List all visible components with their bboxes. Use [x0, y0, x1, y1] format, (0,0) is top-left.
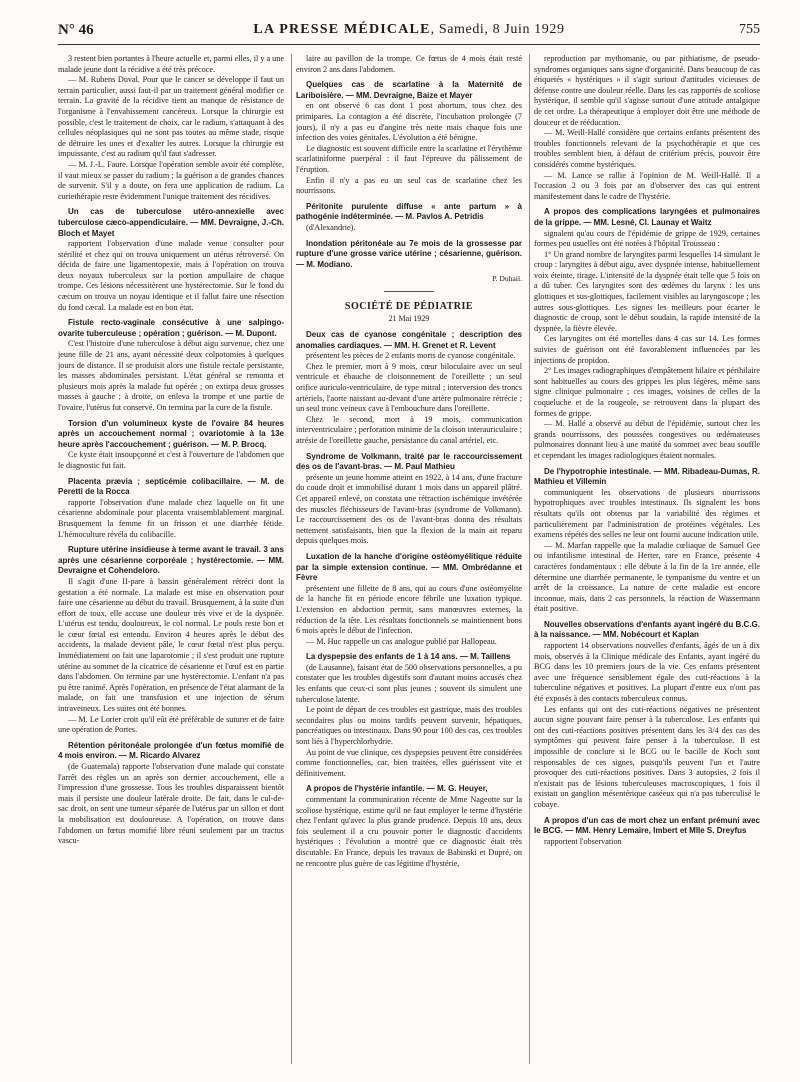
article-heading: Deux cas de cyanose congénitale ; description des anomalies cardiaques. — MM. H. Grenet et R. Levent: [296, 330, 522, 350]
article-heading: Torsion d'un volumineux kyste de l'ovaire 84 heures après un accouchement normal ; ovariotomie à la 13e heure après l'accouchement ; guérison. — M. P. Brocq.: [58, 418, 284, 449]
paragraph: communiquent les observations de plusieurs nourrissons hypotrophiques avec troubles intestinaux. Ils signalent les bons résultats qu'ils ont obtenus par la variabilité des régimes et particulièrement par l'administration de protéines végétales. Les examens répétés des selles ne leur ont fourni aucune indication utile.: [534, 487, 760, 540]
paragraph: Les enfants qui ont des cuti-réactions négatives ne présentent aucun signe pouvant faire penser à la tuberculose. Les enfants qui ont des cuti-réactions positives présentent dans les 3/4 des cas des symptômes qui peuvent faire penser à la tuberculose. Il est impossible de conclure si le BCG ou le bacille de Koch sont responsables de ces signes, puisqu'ils peuvent l'un et l'autre provoquer des cuti-réactions positives. Dans 3 autopsies, 2 fois il n'existait pas de lésions tuberculeuses macroscopiques, 1 fois il existait un ganglion mésentérique caséeux qui n'a pas tuberculisé le cobaye.: [534, 704, 760, 809]
column-3: [534, 54, 760, 1070]
paragraph: Au point de vue clinique, ces dyspepsies peuvent être considérées comme fonctionnelles, car, bien traitées, elles guérissent vite et définitivement.: [296, 747, 522, 778]
paragraph: présentent une fillette de 8 ans, qui au cours d'une ostéomyélite de la hanche fit en période encore fébrile une luxation typique. L'extension en abduction permit, sans manœuvres externes, la réduction de la tête. Les résultats fonctionnels se maintiennent bons 6 mois après le début de l'infection.: [296, 583, 522, 636]
paragraph: rapportent l'observation: [544, 836, 622, 846]
paragraph: (de Lausanne), faisant état de 500 observations personnelles, a pu constater que les troubles digestifs sont d'autant moins accusés chez les enfants que ceux-ci sont plus jeunes ; souvent ils simulent une tuberculose latente.: [296, 662, 522, 704]
paragraph: C'est l'histoire d'une tuberculose à début aigu survenue, chez une jeune fille de 21 ans, ayant nécessité deux colpotomies à quelques jours de distance. Il se produisit alors une fistule rectale persistante, les masses abdominales persistant. L'état général se remonta et plusieurs mois après la malade fut opérée ; on extirpa deux grosses masses à gauche ; à droite, on enleva la trompe et une partie de l'ovaire, l'utérus fut conservé. On termina par la cure de la fistule.: [58, 339, 284, 412]
paragraph: — M. J.-L. Faure. Lorsque l'opération semble avoir été complète, il vaut mieux se passer du radium ; la guérison a de grandes chances de survenir. S'il y a doute, on fera une application de radium. La curiethérapie reste évidemment l'unique traitement des récidives.: [58, 159, 284, 201]
paragraph: 2° Les images radiographiques d'empâtement hilaire et périhilaire sont habituelles au cours des grippes les plus légères, même sans signe clinique pulmonaire ; ces images, voisines de celles de la coqueluche et de la rougeole, se retrouvent dans la plupart des formes de grippe.: [534, 366, 760, 418]
author-signature: P. Duhail.: [492, 274, 522, 284]
paragraph: Ces laryngites ont été mortelles dans 4 cas sur 14. Les formes suivies de guérison ont été favorablement influencées par les injections de propidon.: [534, 334, 760, 365]
paragraph: — M. Rubens Duval. Pour que le cancer se développe il faut un terrain particulier, aussi faut-il par un traitement général modifier ce terrain. La gravité de la récidive tient au manque de résistance de l'organisme à l'envahissement cancéreux. Lorsque la chirurgie est possible, c'est le traitement de choix, car le radium, s'attaquant à des cellules néoplasiques qui ne sont pas toutes au même stade, risque de détruire les unes et d'exalter les autres. Lorsque la chirurgie est impuissante, c'est au radium qu'il faut s'adresser.: [58, 75, 284, 159]
paragraph: commentant la communication récente de Mme Nageotte sur la scoliose hystérique, estime qu'il ne faut employer le terme d'hystérie chez l'enfant qu'avec la plus grande prudence. Depuis 10 ans, deux fois seulement il a cru pouvoir porter le diagnostic d'accidents hystériques : l'évolution a montré que ce diagnostic était très discutable. En France, depuis les travaux de Babinski et Dupré, on ne rencontre plus guère de cas légitime d'hystérie,: [296, 795, 522, 868]
paragraph: Il s'agit d'une II-pare à bassin généralement rétréci dont la gestation a été normale. La malade est mise en observation pour faire une césarienne au début du travail. Brusquement, à la suite d'un effort de toux, elle accuse une douleur très vive et de la dyspnée. L'utérus est tendu, douloureux, le col normal. Le pouls reste bon et le cœur fœtal est entendu. Environ 4 heures après le début des accidents, la malade devient pâle, le cœur fœtal n'est plus perçu. Immédiatement on fait une laparotomie ; il s'est produit une rupture utérine au sommet de la cicatrice de césarienne et l'œuf est en partie dans l'abdomen. On termine par une hystérectomie. L'enfant n'a pas pu être ranimé. Après l'opération, en présence de l'état alarmant de la malade, on fait une transfusion et une injection de sérum intraveineux. Les suites ont été bonnes.: [58, 576, 284, 714]
column-2: [296, 54, 522, 1070]
article-heading: Inondation péritonéale au 7e mois de la grossesse par rupture d'une grosse varice utérine ; césarienne, guérison. — M. Modiano.: [296, 238, 522, 269]
article-heading: A propos d'un cas de mort chez un enfant prémuni avec le BCG. — MM. Henry Lemaire, Imbert et Mlle S. Dreyfus: [534, 815, 760, 836]
paragraph: laire au pavillon de la trompe. Ce fœtus de 4 mois était resté environ 2 ans dans l'abdomen.: [296, 54, 522, 74]
paragraph: rapportent l'observation d'une malade venue consulter pour stérilité et chez qui on trouva uniquement un utérus rétroversé. On décida de faire une ligamentopexie, mais à l'opération on trouva deux noyaux tuberculeux sur la portion ampullaire de chaque trompe. Ces lésions nécessitèrent une hystérectomie. Sur le fond du cæcum on trouva un noyau identique et il fallut faire une résection du fond cæcal. La malade est en bon état.: [58, 239, 284, 312]
page-number: 755: [739, 22, 760, 37]
paragraph: Le point de départ de ces troubles est gastrique, mais des troubles secondaires plus ou moins tardifs peuvent survenir, hépatiques, pancréatiques ou intestinaux. Dans 90 pour 100 des cas, ces troubles sont liés à l'hyperchlorhydrie.: [296, 705, 522, 747]
article-heading: A propos des complications laryngées et pulmonaires de la grippe. — MM. Lesné, Cl. Launay et Waitz: [534, 207, 760, 227]
paragraph: — M. Weill-Hallé considère que certains enfants présentent des troubles fonctionnels relevant de la psychothérapie et que ces troubles semblent bien, à défaut de critérium précis, pouvoir être considérés comme hystériques.: [534, 128, 760, 169]
paragraph: (de Guatemala) rapporte l'observation d'une malade qui constate l'arrêt des règles un an après son dernier accouchement, elle a l'impression d'une grossesse. Tous les troubles disparaissent bientôt mais il persiste une douleur latérale droite. De fait, dans le cul-de-sac droit, on sent une tumeur séparée de l'utérus par un sillon et dont la mobilisation est douloureuse. A l'opération, on trouve dans l'abdomen un fœtus momifié libre réuni seulement par un tractus vascu-: [58, 762, 284, 846]
paragraph: Chez le second, mort à 19 mois, communication interventriculaire ; perforation minime de la cloison interauriculaire ; atrésie de l'oreillette gauche, persistance du canal artériel, etc.: [296, 414, 522, 445]
paragraph: — M. Marfan rappelle que la maladie cœliaque de Samuel Gee ou infantilisme intestinal de Herter, rare en France, présente 4 caractères fondamentaux : elle débute à la fin de la 1re année, elle détermine une diarrhée permanente, le tympanisme du ventre et un arrêt de la croissance. La nature de cette maladie est encore inconnue, mais, dans 2 cas personnels, la réaction de Wassermann était positive.: [534, 540, 760, 614]
issue-date: Samedi, 8 Juin 1929: [438, 22, 565, 37]
article-heading: Placenta prævia ; septicémie colibacillaire. — M. de Peretti de la Rocca: [58, 476, 284, 497]
paragraph: en ont observé 6 cas dont 1 post abortum, tous chez des primipares. La contagion a été discrète, l'incubation prolongée (7 jours), il n'y a pas eu d'angine très nette mais chaque fois une infection des voies génitales. L'évolution a été bénigne.: [296, 101, 522, 143]
paragraph: — M. Lance se rallie à l'opinion de M. Weill-Hallé. Il a l'occasion 2 ou 3 fois par an d'observer des cas qui entrent manifestement dans le cadre de l'hystérie.: [534, 170, 760, 201]
paragraph: rapporte l'observation d'une malade chez laquelle on fit une césarienne abdominale pour placenta vraisemblablement marginal. Brusquement la femme fit un frisson et une diarrhée fétide. L'hémoculture révéla du colibacille.: [58, 497, 284, 539]
article-heading: Un cas de tuberculose utéro-annexielle avec tuberculose cæco-appendiculaire. — MM. Devraigne, J.-Ch. Bloch et Mayet: [58, 207, 284, 238]
paragraph: Ce kyste était insoupçonné et c'est à l'ouverture de l'abdomen que le diagnostic fut fait.: [58, 450, 284, 470]
section-date: 21 Mai 1929: [388, 314, 430, 324]
article-heading: La dyspepsie des enfants de 1 à 14 ans. — M. Taillens: [306, 652, 511, 662]
paragraph: Enfin il n'y a pas eu un seul cas de scarlatine chez les nourrissons.: [296, 175, 522, 196]
paragraph: signalent qu'au cours de l'épidémie de grippe de 1929, certaines formes peu usuelles ont été notées à l'hôpital Trousseau :: [534, 228, 760, 249]
issue-number: N° 46: [58, 22, 94, 38]
article-heading: Rétention péritonéale prolongée d'un fœtus momifié de 4 mois environ. — M. Ricardo Alvarez: [58, 740, 284, 761]
paragraph: présente un jeune homme atteint en 1922, à 14 ans, d'une fracture du coude droit et immobilisé durant 1 mois dans un appareil plâtré. Cet appareil enlevé, on constata une rétraction ischémique invétérée des muscles fléchisseurs de l'avant-bras (syndrome de Volkmann). Le raccourcissement des os de l'avant-bras donna des résultats nettement satisfaisants, bien que la flexion de la main ait reparu depuis quelques mois.: [296, 472, 522, 546]
paragraph: — M. Huc rappelle un cas analogue publié par Hallopeau.: [306, 636, 497, 646]
paragraph: reproduction par mythomanie, ou par pithiatisme, de pseudo-syndromes organiques sans signe d'organicité. Dans beaucoup de cas étiquetés « hystériques » il s'agit surtout d'attitudes vicieuses de défense contre une douleur réelle. Dans les cas rapportés de scoliose hystérique, il semble qu'il s'agisse surtout d'une attitude antalgique de cet ordre. La thérapeutique à employer doit être une méthode de douceur et de rééducation.: [534, 54, 760, 127]
page-header: [58, 22, 760, 45]
article-heading: Péritonite purulente diffuse « ante partum » à pathogénie indéterminée. — M. Pavlos A. Petridis: [296, 201, 522, 222]
paragraph: présentent les pièces de 2 enfants morts de cyanose congénitale.: [306, 351, 516, 361]
paragraph: (d'Alexandrie).: [306, 222, 356, 232]
section-title: SOCIÉTÉ DE PÉDIATRIE: [344, 300, 474, 312]
article-heading: A propos de l'hystérie infantile. — M. G. Heuyer,: [306, 784, 488, 794]
article-heading: Fistule recto-vaginale consécutive à une salpingo-ovarite tuberculeuse ; opération ; guérison. — M. Dupont.: [58, 318, 284, 338]
paragraph: Chez le premier, mort à 9 mois, cœur biloculaire avec un seul ventricule et ébauche de cloisonnement de l'oreillette ; un seul orifice auriculo-ventriculaire, de type mitral ; interversion des troncs artériels, l'aorte naissant au-devant d'une artère pulmonaire rétrécie ; un seul tronc veineux cave à l'embouchure dans l'oreillette.: [296, 361, 522, 414]
paragraph: — M. Le Lorier croit qu'il eût été préférable de suturer et de faire une opération de Portes.: [58, 714, 284, 735]
article-heading: Rupture utérine insidieuse à terme avant le travail. 3 ans après une césarienne corporéale ; hystérectomie. — MM. Devraigne et Cohendeloro.: [58, 545, 284, 576]
article-heading: Nouvelles observations d'enfants ayant ingéré du B.C.G. à la naissance. — MM. Nobécourt et Kaplan: [534, 619, 760, 640]
article-columns: [58, 54, 760, 1070]
paragraph: rapportent 14 observations nouvelles d'enfants, âgés de un à dix mois, observés à la Clinique médicale des Enfants, ayant ingéré du BCG dans les 10 premiers jours de la vie. Ces enfants présentent avec une fréquence sensiblement égale des cuti-réactions à la tuberculine négatives et positives. La plupart d'entre eux n'ont pas été exposés à des contacts tuberculeux connus.: [534, 641, 760, 704]
article-heading: De l'hypotrophie intestinale. — MM. Ribadeau-Dumas, R. Mathieu et Villemin: [534, 466, 760, 487]
article-heading: Quelques cas de scarlatine à la Maternité de Lariboisière. — MM. Devraigne, Baize et Mayer: [296, 80, 522, 100]
article-heading: Syndrome de Volkmann, traité par le raccourcissement des os de l'avant-bras. — M. Paul Mathieu: [296, 451, 522, 472]
paragraph: — M. Hallé a observé au début de l'épidémie, surtout chez les grands nourrissons, des poussées congestives ou œdémateuses pulmonaires donnant lieu à une matité du sommet avec beau souffle et cependant les images radiologiques étaient normales.: [534, 419, 760, 460]
journal-title: LA PRESSE MÉDICALE: [253, 22, 431, 37]
section-rule: [384, 291, 434, 292]
column-1: [58, 54, 284, 1070]
journal-title-line: LA PRESSE MÉDICALE, Samedi, 8 Juin 1929: [253, 22, 565, 37]
article-heading: Luxation de la hanche d'origine ostéomyélitique réduite par la simple extension continue. — MM. Ombrédanne et Fèvre: [296, 551, 522, 583]
paragraph: 1° Un grand nombre de laryngites parmi lesquelles 14 simulant le croup : laryngites à début aigu, avec dyspnée intense, habituellement voix éteinte, tirage. L'intensité de la dyspnée était telle que 5 fois on a dû tuber. Ces laryngites sont des œdèmes du larynx : les uns glottiques et sus-glottiques, facilement visibles au laryngoscope ; les autres sous-glottiques. Les signes les meilleurs pour écarter le diagnostic de croup, sont le début soudain, la rapide intensité de la dyspnée, la fièvre élevée.: [534, 249, 760, 333]
paragraph: Le diagnostic est souvent difficile entre la scarlatine et l'érythème scarlatiniforme puerpéral : il faut l'épreuve du pâlissement de l'éruption.: [296, 143, 522, 174]
paragraph: 3 restent bien portantes à l'heure actuelle et, parmi elles, il y a une malade jeune dont la récidive a été très précoce.: [58, 54, 284, 74]
